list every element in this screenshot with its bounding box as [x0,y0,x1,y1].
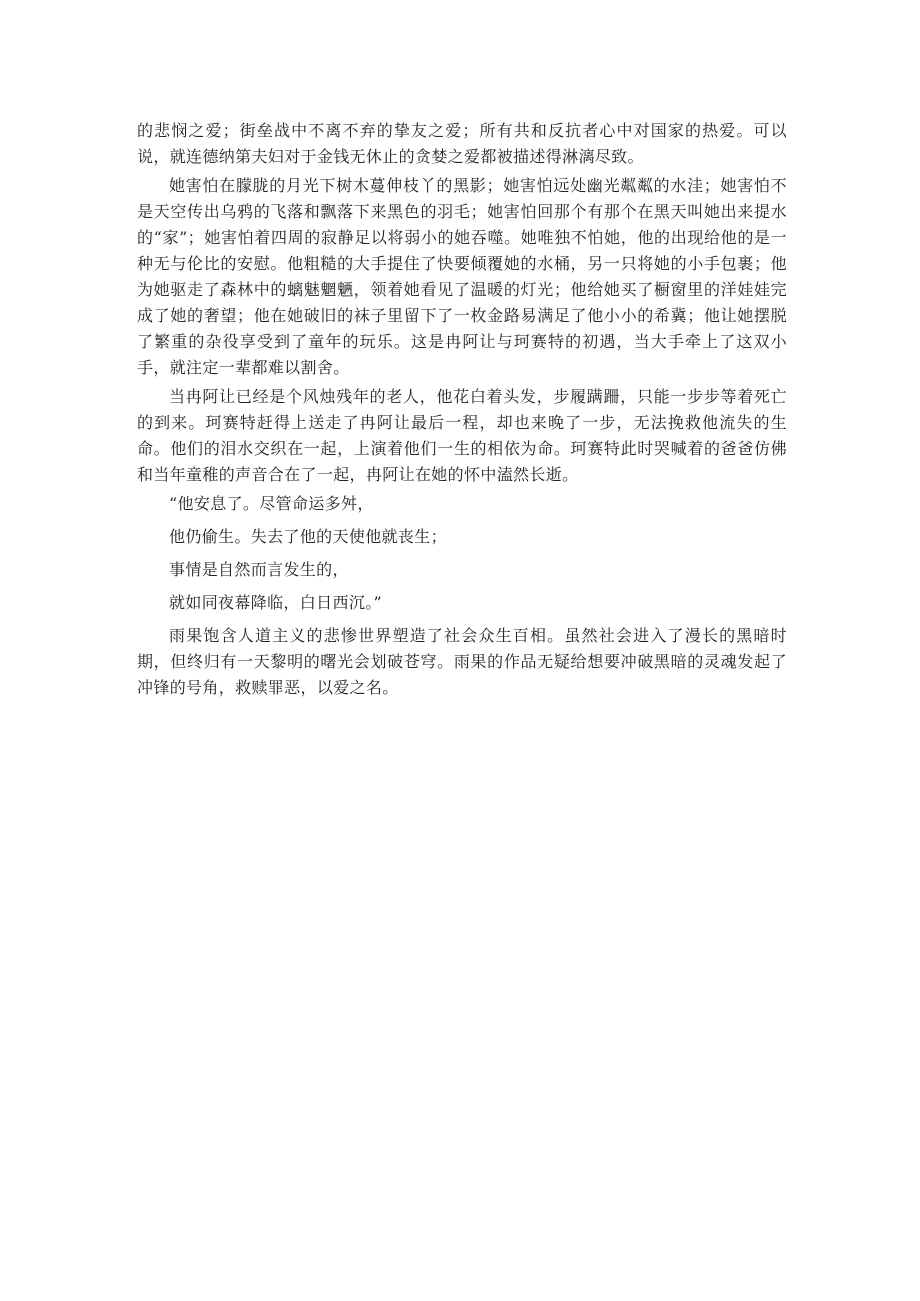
poem-line-1: “他安息了。尽管命运多舛， [169,494,374,513]
closing-paragraph: 雨果饱含人道主义的悲惨世界塑造了社会众生百相。虽然社会进入了漫长的黑暗时期，但终归有一天黎明的曙光会划破苍穹。雨果的作品无疑给想要冲破黑暗的灵魂发起了冲锋的号角，救赎罪恶，以爱之名。 [137,626,787,697]
poem-line-3: 事情是自然而言发生的， [169,560,349,579]
document-body [137,118,787,704]
paragraph-3: 当冉阿让已经是个风烛残年的老人，他花白着头发，步履蹒跚，只能一步步等着死亡的到来。珂赛特赶得上送走了冉阿让最后一程，却也来晚了一步，无法挽救他流失的生命。他们的泪水交织在一起，上演着他们一生的相依为命。珂赛特此时哭喊着的爸爸仿佛和当年童稚的声音合在了一起，冉阿让在她的怀中溘然长逝。 [137,387,787,484]
paragraph-1: 的悲悯之爱；街垒战中不离不弃的挚友之爱；所有共和反抗者心中对国家的热爱。可以说，就连德纳第夫妇对于金钱无休止的贪婪之爱都被描述得淋漓尽致。 [137,121,787,166]
poem-block [137,491,787,616]
poem-line-2: 他仍偷生。失去了他的天使他就丧生； [169,527,447,546]
paragraph-2: 她害怕在朦胧的月光下树木蔓伸枝丫的黑影；她害怕远处幽光粼粼的水洼；她害怕不是天空传出乌鸦的飞落和飘落下来黑色的羽毛；她害怕回那个有那个在黑天叫她出来提水的“家”；她害怕着四周的寂静足以将弱小的她吞噬。她唯独不怕她，他的出现给他的是一种无与伦比的安慰。他粗糙的大手提住了快要倾覆她的水桶，另一只将她的小手包裹；他为她驱走了森林中的螭魅魍魉，领着她看见了温暖的灯光；他给她买了橱窗里的洋娃娃完成了她的奢望；他在她破旧的袜子里留下了一枚金路易满足了他小小的希冀；他让她摆脱了繁重的杂役享受到了童年的玩乐。这是冉阿让与珂赛特的初遇，当大手牵上了这双小手，就注定一辈都难以割舍。 [137,176,787,377]
poem-line-4: 就如同夜幕降临，白日西沉。” [169,593,383,612]
